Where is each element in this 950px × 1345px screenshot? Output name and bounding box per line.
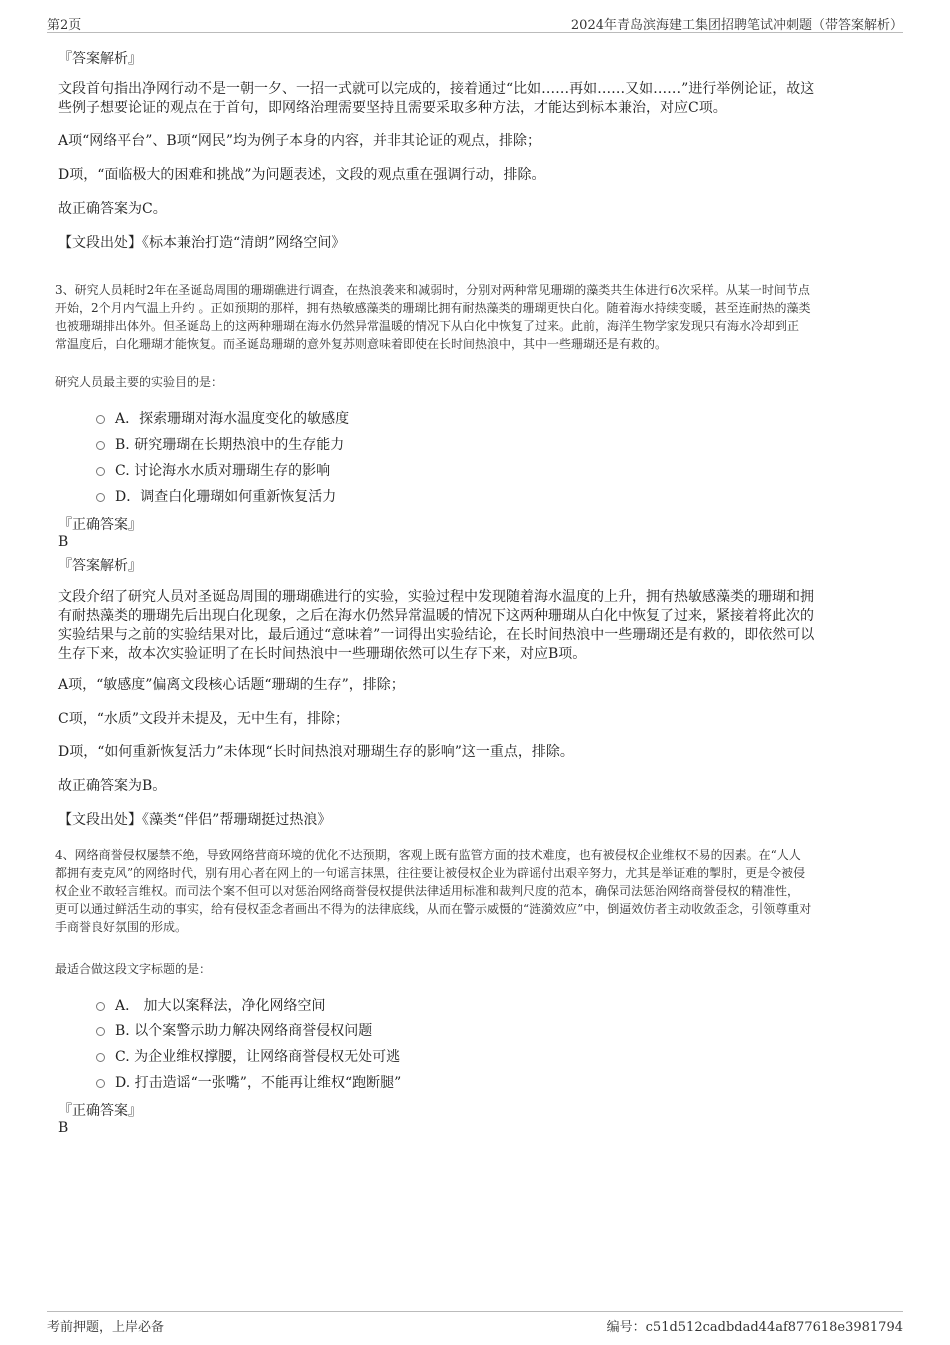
q3-stem-line: 常温度后，白化珊瑚才能恢复。而圣诞岛珊瑚的意外复苏则意味着即使在长时间热浪中，其中一些珊瑚还是有救的。 <box>55 337 668 351</box>
q3-stem-line: 3、研究人员耗时2年在圣诞岛周围的珊瑚礁进行调查，在热浪袭来和减弱时，分别对两种常见珊瑚的藻类共生体进行6次采样。从某一时间节点 <box>55 283 810 297</box>
q2-option-a-note: A项“网络平台”、B项“网民”均为例子本身的内容，并非其论证的观点，排除； <box>58 133 542 149</box>
q4-option-c[interactable] <box>96 1046 400 1066</box>
q4-option-b[interactable] <box>96 1020 372 1040</box>
q3-analysis-line: 实验结果与之前的实验结果对比，最后通过“意味着”一词得出实验结论，在长时间热浪中一些珊瑚还是有救的，即依然可以 <box>58 627 815 643</box>
q3-option-d[interactable] <box>96 486 336 506</box>
q2-analysis-text <box>58 80 896 118</box>
q4-option-c-label: C. 为企业维权撑腰，让网络商誉侵权无处可逃 <box>115 1049 401 1065</box>
q3-answer-label: 『正确答案』 <box>58 517 142 533</box>
q3-analysis-line: 生存下来，故本次实验证明了在长时间热浪中一些珊瑚依然可以生存下来，对应B项。 <box>58 646 587 662</box>
q2-conclusion: 故正确答案为C。 <box>58 201 167 217</box>
q2-analysis-label: 『答案解析』 <box>58 51 142 67</box>
q4-question: 最适合做这段文字标题的是： <box>55 962 212 976</box>
q3-option-a-note: A项，“敏感度”偏离文段核心话题“珊瑚的生存”，排除； <box>58 677 405 693</box>
q4-option-d[interactable] <box>96 1072 401 1092</box>
radio-icon[interactable] <box>96 1079 105 1088</box>
q2-analysis-line: 些例子想要论证的观点在于首句，即网络治理需要坚持且需要采取多种方法，才能达到标本兼治，对应C项。 <box>58 100 727 116</box>
q4-option-b-label: B. 以个案警示助力解决网络商誉侵权问题 <box>115 1023 373 1039</box>
q3-option-a-label: A．探索珊瑚对海水温度变化的敏感度 <box>115 411 350 427</box>
q3-option-d-label: D．调查白化珊瑚如何重新恢复活力 <box>115 489 337 505</box>
document-title: 2024年青岛滨海建工集团招聘笔试冲刺题（带答案解析） <box>570 18 903 33</box>
q4-stem-line: 都拥有麦克风”的网络时代，别有用心者在网上的一句谣言抹黑，往往要让被侵权企业为辟谣付出艰辛努力，尤其是举证难的掣肘，更是令被侵 <box>55 866 806 880</box>
q3-analysis-label: 『答案解析』 <box>58 558 142 574</box>
q2-source: 【文段出处】《标本兼治打造“清朗”网络空间》 <box>58 235 346 251</box>
q3-option-d-note: D项，“如何重新恢复活力”未体现“长时间热浪对珊瑚生存的影响”这一重点，排除。 <box>58 744 574 760</box>
q3-answer: B <box>58 534 69 550</box>
q3-option-b-label: B. 研究珊瑚在长期热浪中的生存能力 <box>115 437 345 453</box>
q4-stem-line: 4、网络商誉侵权屡禁不绝，导致网络营商环境的优化不达预期，客观上既有监管方面的技术难度，也有被侵权企业维权不易的因素。在“人人 <box>55 848 801 862</box>
page-number: 第2页 <box>47 18 82 33</box>
q3-option-b[interactable] <box>96 434 344 454</box>
q3-option-a[interactable] <box>96 408 349 428</box>
page-footer <box>47 1311 903 1334</box>
radio-icon[interactable] <box>96 1002 105 1011</box>
q3-option-c-label: C. 讨论海水水质对珊瑚生存的影响 <box>115 463 331 479</box>
radio-icon[interactable] <box>96 467 105 476</box>
radio-icon[interactable] <box>96 493 105 502</box>
q3-stem-line: 开始，2个月内气温上升约 。正如预期的那样，拥有热敏感藻类的珊瑚比拥有耐热藻类的珊瑚更快白化。随着海水持续变暖，甚至连耐热的藻类 <box>55 301 811 315</box>
q3-analysis-line: 有耐热藻类的珊瑚先后出现白化现象，之后在海水仍然异常温暖的情况下这两种珊瑚从白化中恢复了过来，紧接着将此次的 <box>58 608 814 624</box>
document-id: 编号：c51d512cadbdad44af877618e3981794 <box>606 1320 903 1335</box>
q3-conclusion: 故正确答案为B。 <box>58 778 167 794</box>
q4-option-a-label: A． 加大以案释法，净化网络空间 <box>115 998 326 1014</box>
q4-option-a[interactable] <box>96 995 326 1015</box>
q3-analysis-line: 文段介绍了研究人员对圣诞岛周围的珊瑚礁进行的实验，实验过程中发现随着海水温度的上升，拥有热敏感藻类的珊瑚和拥 <box>58 589 814 605</box>
q4-stem-line: 手商誉良好氛围的形成。 <box>55 920 188 934</box>
q4-stem-line: 权企业不敢轻言维权。而司法个案不但可以对惩治网络商誉侵权提供法律适用标准和裁判尺度的范本，确保司法惩治网络商誉侵权的精准性， <box>55 884 800 898</box>
q4-answer-label: 『正确答案』 <box>58 1103 142 1119</box>
radio-icon[interactable] <box>96 441 105 450</box>
q3-analysis-text <box>58 588 896 664</box>
page-header <box>47 12 903 33</box>
radio-icon[interactable] <box>96 415 105 424</box>
q3-stem-line: 也被珊瑚排出体外。但圣诞岛上的这两种珊瑚在海水仍然异常温暖的情况下从白化中恢复了过来。此前，海洋生物学家发现只有海水冷却到正 <box>55 319 800 333</box>
q2-analysis-line: 文段首句指出净网行动不是一朝一夕、一招一式就可以完成的，接着通过“比如……再如……又如……”进行举例论证，故这 <box>58 81 815 97</box>
q3-stem <box>55 281 897 353</box>
radio-icon[interactable] <box>96 1027 105 1036</box>
radio-icon[interactable] <box>96 1053 105 1062</box>
q3-source: 【文段出处】《藻类“伴侣”帮珊瑚挺过热浪》 <box>58 812 332 828</box>
q4-answer: B <box>58 1120 69 1136</box>
q3-question: 研究人员最主要的实验目的是： <box>55 375 224 389</box>
footer-slogan: 考前押题，上岸必备 <box>47 1320 165 1335</box>
q4-stem-line: 更可以通过鲜活生动的事实，给有侵权歪念者画出不得为的法律底线，从而在警示威慑的“涟漪效应”中，倒逼效仿者主动收敛歪念，引领尊重对 <box>55 902 812 916</box>
q3-option-c-note: C项，“水质”文段并未提及，无中生有，排除； <box>58 711 350 727</box>
q2-option-d-note: D项，“面临极大的困难和挑战”为问题表述，文段的观点重在强调行动，排除。 <box>58 167 546 183</box>
q3-option-c[interactable] <box>96 460 330 480</box>
q4-option-d-label: D. 打击造谣“一张嘴”，不能再让维权“跑断腿” <box>115 1075 402 1091</box>
q4-stem <box>55 846 897 936</box>
